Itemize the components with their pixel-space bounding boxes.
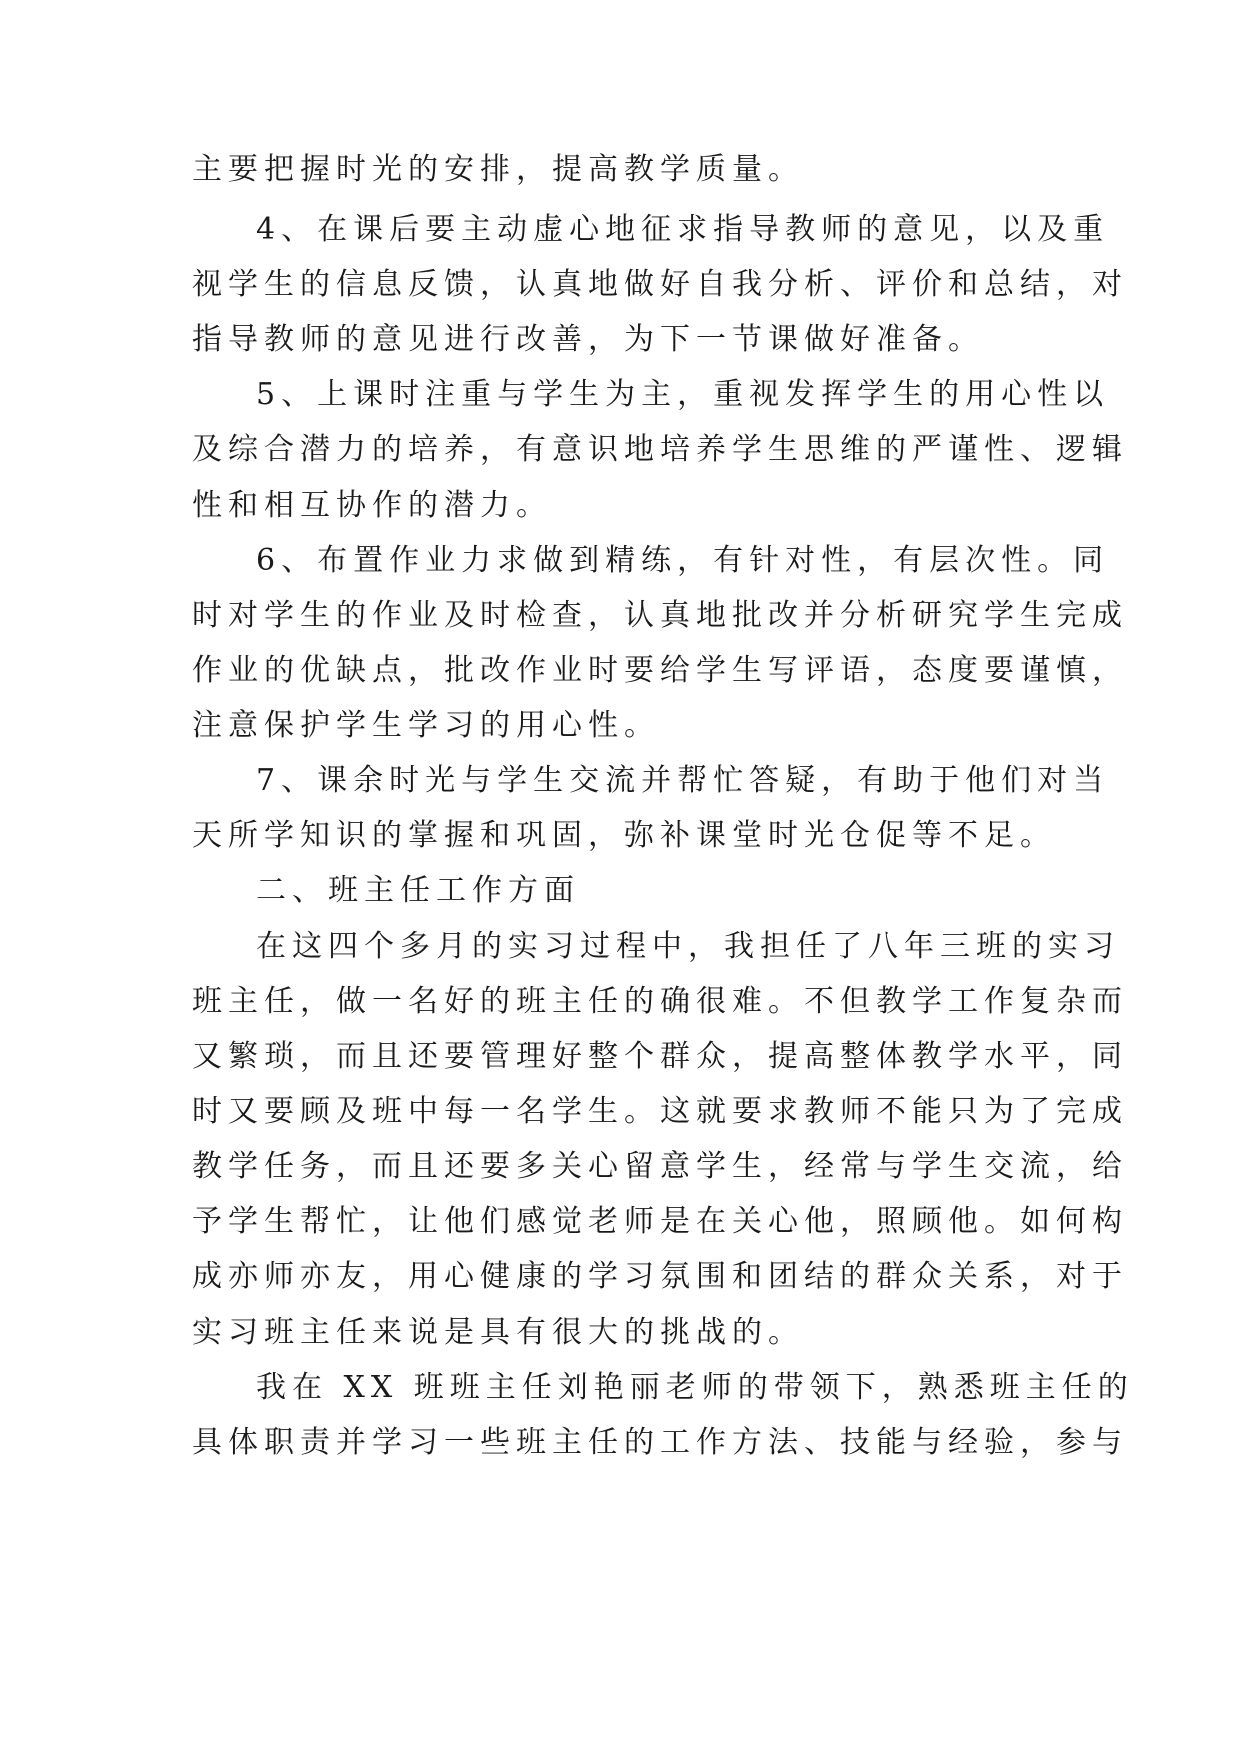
text-line: 时又要顾及班中每一名学生。这就要求教师不能只为了完成 [192,1094,1128,1129]
text-line: 5、上课时注重与学生为主，重视发挥学生的用心性以 [256,377,1110,412]
text-line: 具体职责并学习一些班主任的工作方法、技能与经验，参与 [192,1425,1128,1460]
text-line: 教学任务，而且还要多关心留意学生，经常与学生交流，给 [192,1149,1128,1184]
text-line: 作业的优缺点，批改作业时要给学生写评语，态度要谨慎， [192,653,1128,688]
text-line: 时对学生的作业及时检查，认真地批改并分析研究学生完成 [192,598,1128,633]
text-line: 6、布置作业力求做到精练，有针对性，有层次性。同 [256,543,1110,578]
text-line: 注意保护学生学习的用心性。 [192,708,660,743]
text-line: 指导教师的意见进行改善，为下一节课做好准备。 [192,322,984,357]
text-line: 7、课余时光与学生交流并帮忙答疑，有助于他们对当 [256,763,1110,798]
text-line: 在这四个多月的实习过程中，我担任了八年三班的实习 [256,929,1120,964]
section-heading: 二、班主任工作方面 [256,873,580,908]
text-line: 天所学知识的掌握和巩固，弥补课堂时光仓促等不足。 [192,818,1056,853]
text-line: 又繁琐，而且还要管理好整个群众，提高整体教学水平，同 [192,1039,1128,1074]
text-line: 成亦师亦友，用心健康的学习氛围和团结的群众关系，对于 [192,1259,1128,1294]
text-line: 性和相互协作的潜力。 [192,488,552,523]
text-line: 实习班主任来说是具有很大的挑战的。 [192,1315,804,1350]
text-line: 班主任，做一名好的班主任的确很难。不但教学工作复杂而 [192,984,1128,1019]
text-line: 4、在课后要主动虚心地征求指导教师的意见，以及重 [256,212,1110,247]
text-line: 及综合潜力的培养，有意识地培养学生思维的严谨性、逻辑 [192,432,1128,467]
text-line: 视学生的信息反馈，认真地做好自我分析、评价和总结，对 [192,267,1128,302]
text-line: 主要把握时光的安排，提高教学质量。 [192,152,804,187]
text-line: 我在 XX 班班主任刘艳丽老师的带领下，熟悉班主任的 [256,1370,1134,1405]
text-line: 予学生帮忙，让他们感觉老师是在关心他，照顾他。如何构 [192,1204,1128,1239]
